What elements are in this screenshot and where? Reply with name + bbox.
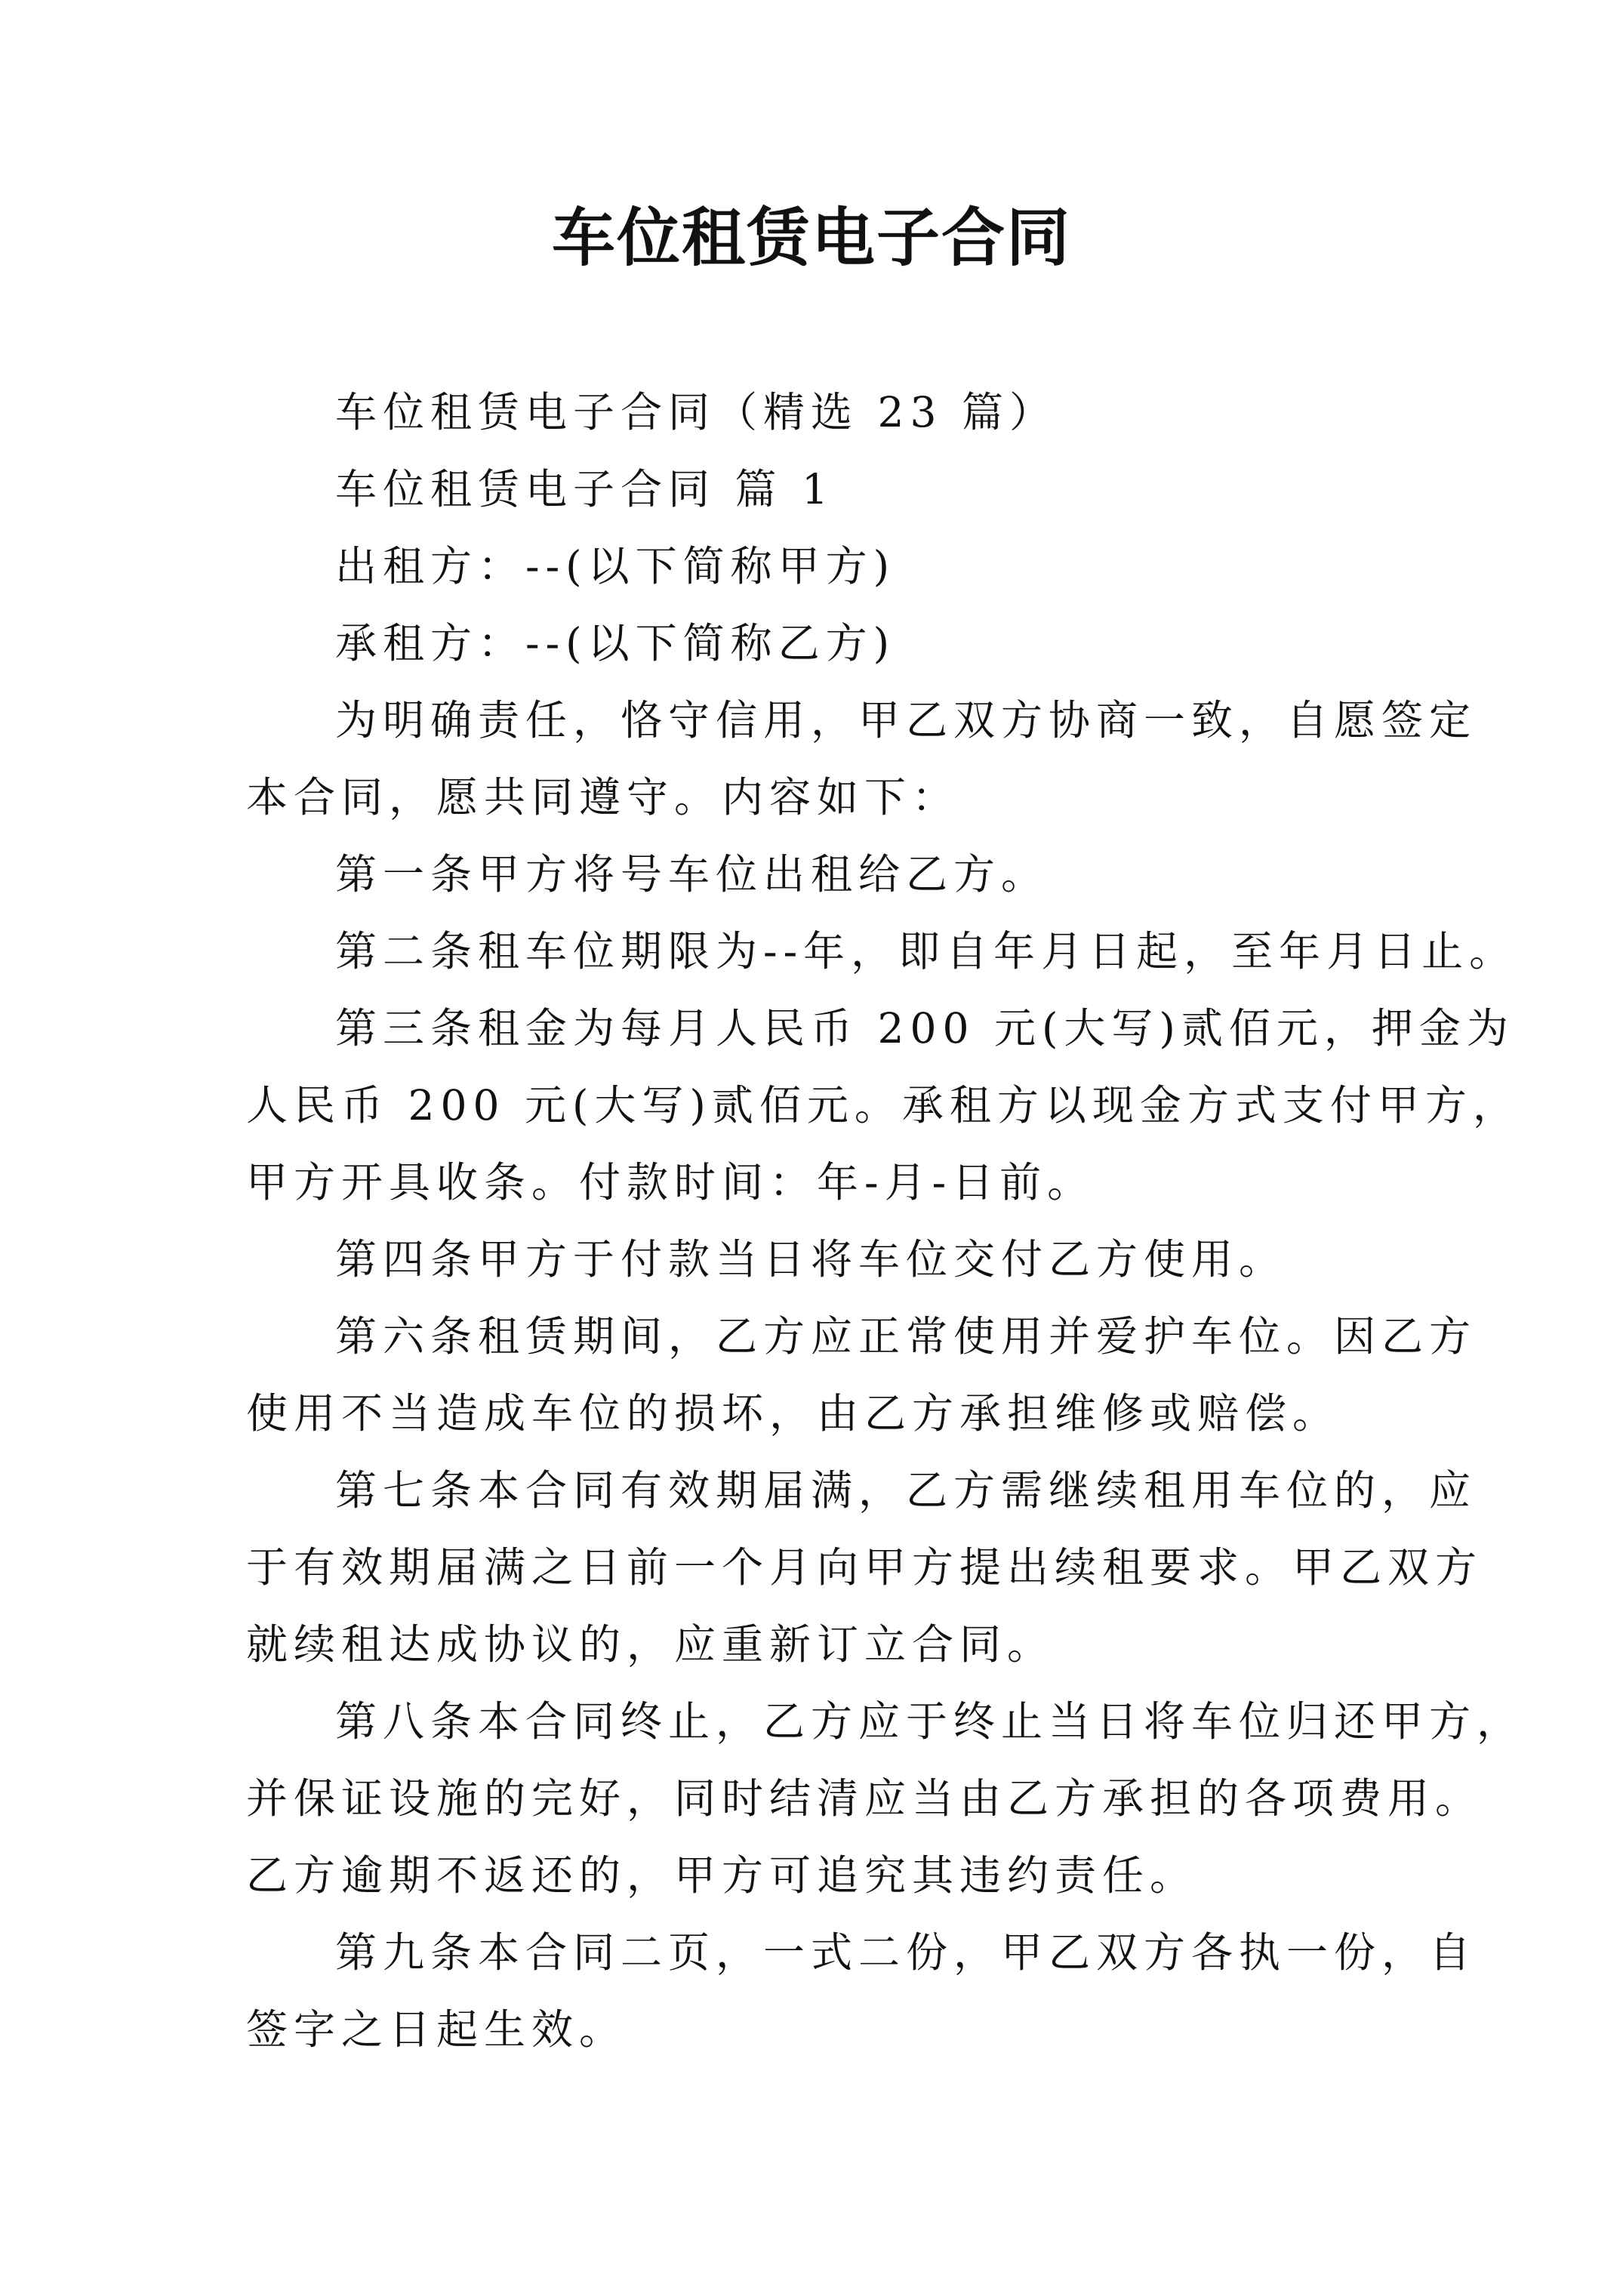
paragraph-line: 使用不当造成车位的损坏，由乙方承担维修或赔偿。: [246, 1389, 1341, 1438]
paragraph-line: 就续租达成协议的，应重新订立合同。: [246, 1620, 1055, 1669]
paragraph-line: 第六条租赁期间，乙方应正常使用并爱护车位。因乙方: [335, 1312, 1477, 1361]
paragraph-line: 第七条本合同有效期届满，乙方需继续租用车位的，应: [335, 1466, 1477, 1515]
paragraph-line: 第一条甲方将号车位出租给乙方。: [335, 850, 1049, 898]
paragraph-article-8: [246, 1683, 1525, 1914]
paragraph-line: 第八条本合同终止，乙方应于终止当日将车位归还甲方，: [335, 1697, 1525, 1746]
paragraph-article-6: [246, 1298, 1477, 1452]
page-title: 车位租赁电子合同: [551, 200, 1071, 275]
paragraph-line: 乙方逾期不返还的，甲方可追究其违约责任。: [246, 1851, 1198, 1900]
paragraph-article-4: [246, 1221, 1397, 1298]
paragraph-line: 并保证设施的完好，同时结清应当由乙方承担的各项费用。: [246, 1774, 1483, 1823]
paragraph-preamble: [246, 682, 1477, 836]
paragraph-subtitle: [246, 374, 1397, 451]
paragraph-line: 第九条本合同二页，一式二份，甲乙双方各执一份，自: [335, 1928, 1477, 1977]
paragraph-line: 第二条租车位期限为--年，即自年月日起，至年月日止。: [335, 927, 1517, 975]
paragraph-line: 车位租赁电子合同 篇 1: [335, 465, 834, 513]
paragraph-line: 第三条租金为每月人民币 200 元(大写)贰佰元，押金为: [335, 1004, 1514, 1052]
paragraph-article-9: [246, 1914, 1477, 2068]
paragraph-line: 签字之日起生效。: [246, 2005, 627, 2054]
paragraph-line: 出租方：--(以下简称甲方): [335, 542, 896, 590]
document-body: [246, 374, 1525, 2068]
paragraph-lessee: [246, 605, 1397, 682]
paragraph-line: 于有效期届满之日前一个月向甲方提出续租要求。甲乙双方: [246, 1543, 1483, 1592]
paragraph-line: 第四条甲方于付款当日将车位交付乙方使用。: [335, 1235, 1287, 1284]
paragraph-article-2: [246, 913, 1517, 990]
paragraph-article-1: [246, 836, 1397, 913]
paragraph-line: 为明确责任，恪守信用，甲乙双方协商一致，自愿签定: [335, 696, 1477, 744]
paragraph-line: 承租方：--(以下简称乙方): [335, 619, 896, 667]
paragraph-line: 车位租赁电子合同（精选 23 篇）: [335, 388, 1057, 436]
paragraph-lessor: [246, 528, 1397, 605]
paragraph-line: 甲方开具收条。付款时间：年-月-日前。: [246, 1158, 1095, 1207]
paragraph-line: 本合同，愿共同遵守。内容如下：: [246, 773, 960, 821]
paragraph-article-3: [246, 990, 1520, 1221]
paragraph-line: 人民币 200 元(大写)贰佰元。承租方以现金方式支付甲方，: [246, 1081, 1520, 1130]
paragraph-article-7: [246, 1452, 1483, 1683]
paragraph-section-heading: [246, 451, 1397, 528]
